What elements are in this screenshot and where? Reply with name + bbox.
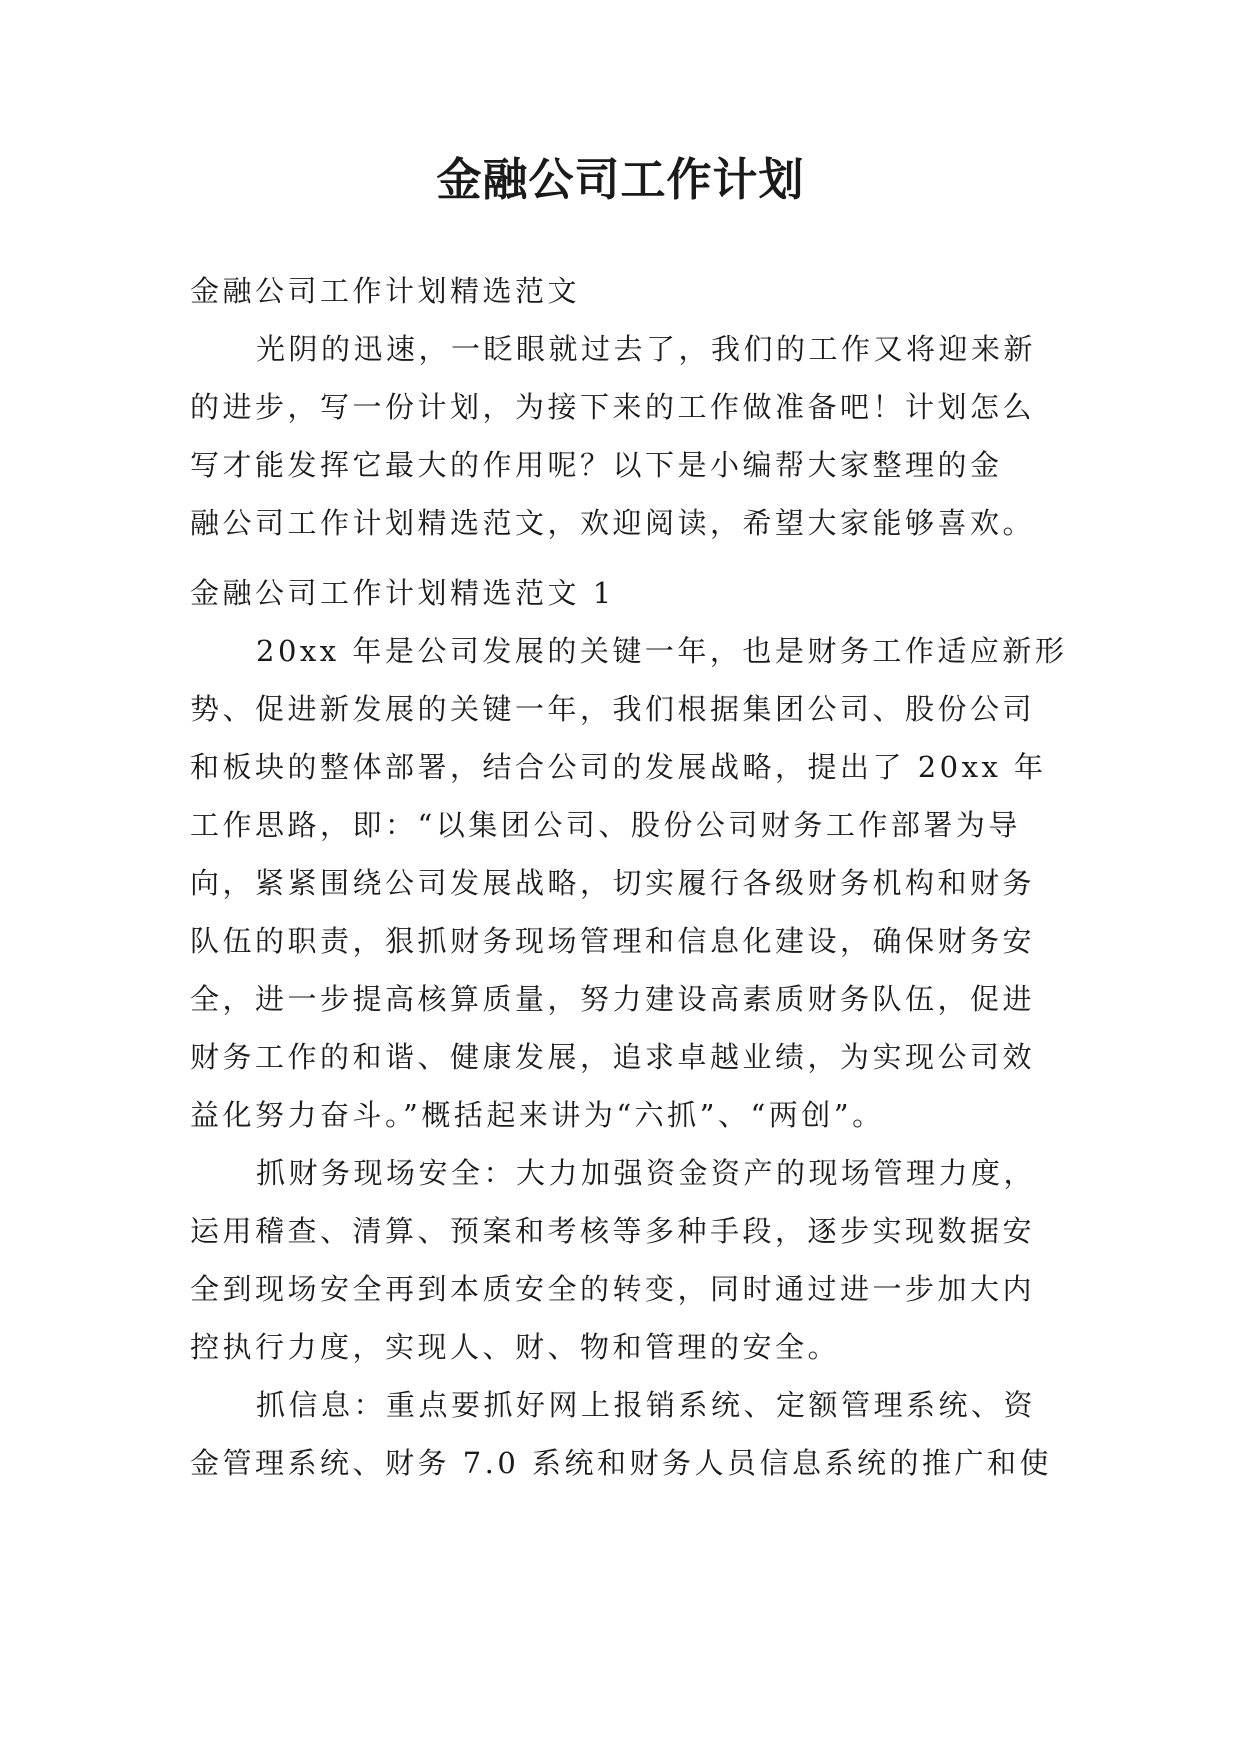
- paragraph-line: 20xx 年是公司发展的关键一年，也是财务工作适应新形: [256, 634, 1068, 668]
- intro-heading: 金融公司工作计划精选范文: [190, 274, 581, 308]
- paragraph-line: 金管理系统、财务 7.0 系统和财务人员信息系统的推广和使: [190, 1446, 1053, 1480]
- section-1: [190, 564, 1068, 1492]
- paragraph-line: 向，紧紧围绕公司发展战略，切实履行各级财务机构和财务: [190, 866, 1036, 900]
- paragraph-line: 工作思路，即：“以集团公司、股份公司财务工作部署为导: [190, 808, 1021, 842]
- paragraph-line: 势、促进新发展的关键一年，我们根据集团公司、股份公司: [190, 692, 1036, 726]
- intro-section: [190, 262, 1052, 552]
- intro-line: 光阴的迅速，一眨眼就过去了，我们的工作又将迎来新: [256, 332, 1037, 366]
- paragraph-line: 抓信息：重点要抓好网上报销系统、定额管理系统、资: [256, 1388, 1037, 1422]
- document-title: 金融公司工作计划: [436, 153, 805, 206]
- section-1-heading: 金融公司工作计划精选范文 1: [190, 576, 615, 610]
- paragraph-line: 队伍的职责，狠抓财务现场管理和信息化建设，确保财务安: [190, 924, 1036, 958]
- paragraph-line: 控执行力度，实现人、财、物和管理的安全。: [190, 1330, 841, 1364]
- paragraph-line: 和板块的整体部署，结合公司的发展战略，提出了 20xx 年: [190, 750, 1047, 784]
- paragraph-line: 抓财务现场安全：大力加强资金资产的现场管理力度，: [256, 1156, 1037, 1190]
- intro-line: 的进步，写一份计划，为接下来的工作做准备吧！计划怎么: [190, 390, 1036, 424]
- intro-line: 写才能发挥它最大的作用呢？以下是小编帮大家整理的金: [190, 448, 1003, 482]
- intro-line: 融公司工作计划精选范文，欢迎阅读，希望大家能够喜欢。: [190, 506, 1036, 540]
- paragraph-line: 运用稽查、清算、预案和考核等多种手段，逐步实现数据安: [190, 1214, 1036, 1248]
- paragraph-line: 财务工作的和谐、健康发展，追求卓越业绩，为实现公司效: [190, 1040, 1036, 1074]
- paragraph-line: 全到现场安全再到本质安全的转变，同时通过进一步加大内: [190, 1272, 1036, 1306]
- paragraph-line: 全，进一步提高核算质量，努力建设高素质财务队伍，促进: [190, 982, 1036, 1016]
- paragraph-line: 益化努力奋斗。”概括起来讲为“六抓”、“两创”。: [190, 1098, 885, 1132]
